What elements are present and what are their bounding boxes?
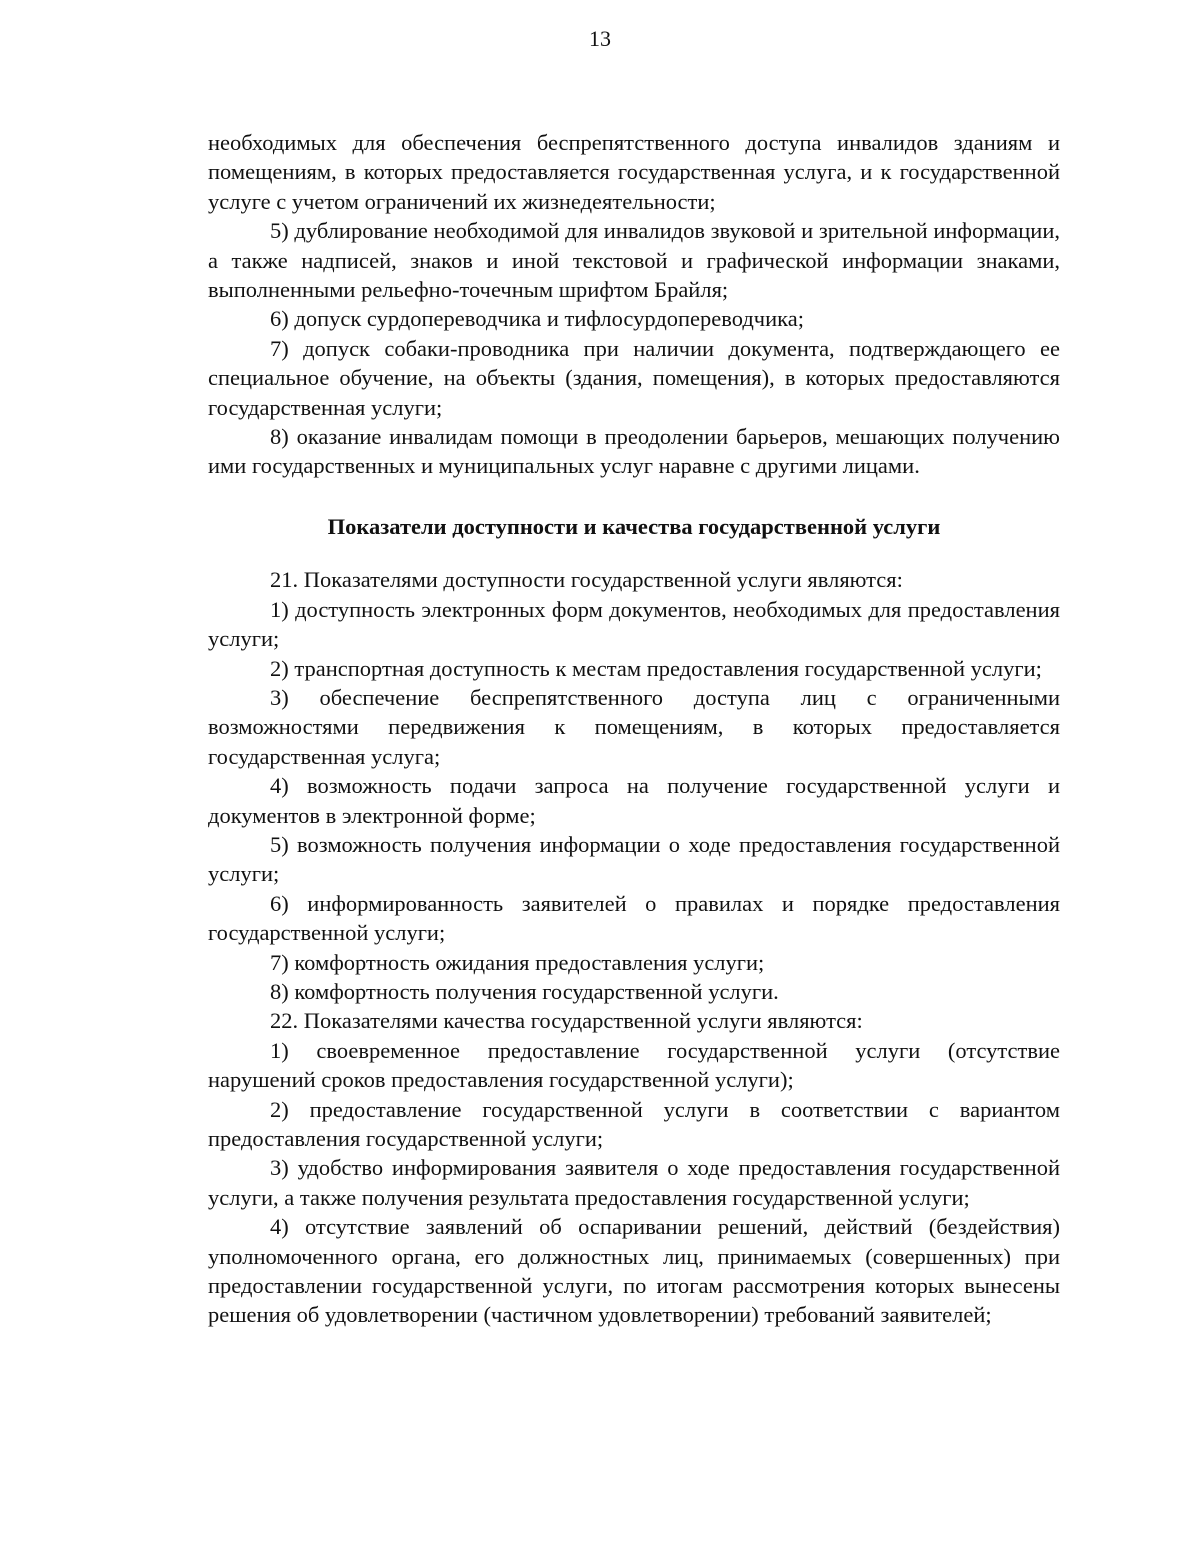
paragraph-22-item-2: 2) предоставление государственной услуги в соответствии с вариантом предоставления государственной услуги; [208, 1096, 1060, 1151]
paragraph-22-item-1: 1) своевременное предоставление государственной услуги (отсутствие нарушений сроков предоставления государственной услуги); [208, 1037, 1060, 1093]
document-body [208, 128, 1060, 1330]
page-number: 13 [589, 26, 611, 51]
section-heading: Показатели доступности и качества государственной услуги [327, 513, 941, 539]
paragraph-21-item-3: 3) обеспечение беспрепятственного доступа лиц с ограниченными возможностями передвижения к помещениям, в которых предоставляется государственная услуга; [208, 684, 1060, 769]
paragraph-22-item-4: 4) отсутствие заявлений об оспаривании решений, действий (бездействия) уполномоченного органа, его должностных лиц, принимаемых (совершенных) при предоставлении государственной услуги, по итогам рассмотрения которых вынесены решения об удовлетворении (частичном удовлетворении) требований заявителей; [208, 1214, 1060, 1328]
paragraph-item-7-guide-dog: 7) допуск собаки-проводника при наличии документа, подтверждающего ее специальное обучение, на объекты (здания, помещения), в которых предоставляются государственная услуги; [208, 335, 1060, 420]
paragraph-22-item-3: 3) удобство информирования заявителя о ходе предоставления государственной услуги, а также получения результата предоставления государственной услуги; [208, 1155, 1060, 1210]
paragraph-item-6-interpreter: 6) допуск сурдопереводчика и тифлосурдопереводчика; [270, 306, 804, 332]
paragraph-21-item-5: 5) возможность получения информации о ходе предоставления государственной услуги; [208, 831, 1060, 887]
paragraph-21-item-8: 8) комфортность получения государственной услуги. [270, 978, 779, 1004]
paragraph-21-item-2: 2) транспортная доступность к местам предоставления государственной услуги; [270, 655, 1042, 681]
paragraph-21-item-1: 1) доступность электронных форм документов, необходимых для предоставления услуги; [208, 596, 1060, 652]
paragraph-21-item-6: 6) информированность заявителей о правилах и порядке предоставления государственной услуги; [208, 890, 1060, 946]
paragraph-21-item-4: 4) возможность подачи запроса на получение государственной услуги и документов в электронной форме; [208, 773, 1060, 828]
paragraph-item-5-braille: 5) дублирование необходимой для инвалидов звуковой и зрительной информации, а также надписей, знаков и иной текстовой и графической информации знаками, выполненными рельефно-точечным шрифтом Брайля; [208, 218, 1060, 303]
paragraph-continuation: необходимых для обеспечения беспрепятственного доступа инвалидов зданиям и помещениям, в которых предоставляется государственная услуга, и к государственной услуге с учетом ограничений их жизнедеятельности; [208, 130, 1060, 214]
paragraph-21-intro: 21. Показателями доступности государственной услуги являются: [270, 567, 903, 593]
paragraph-22-intro: 22. Показателями качества государственной услуги являются: [270, 1008, 863, 1034]
paragraph-item-8-assistance: 8) оказание инвалидам помощи в преодолении барьеров, мешающих получению ими государственных и муниципальных услуг наравне с другими лицами. [208, 424, 1060, 479]
paragraph-21-item-7: 7) комфортность ожидания предоставления услуги; [270, 949, 765, 975]
